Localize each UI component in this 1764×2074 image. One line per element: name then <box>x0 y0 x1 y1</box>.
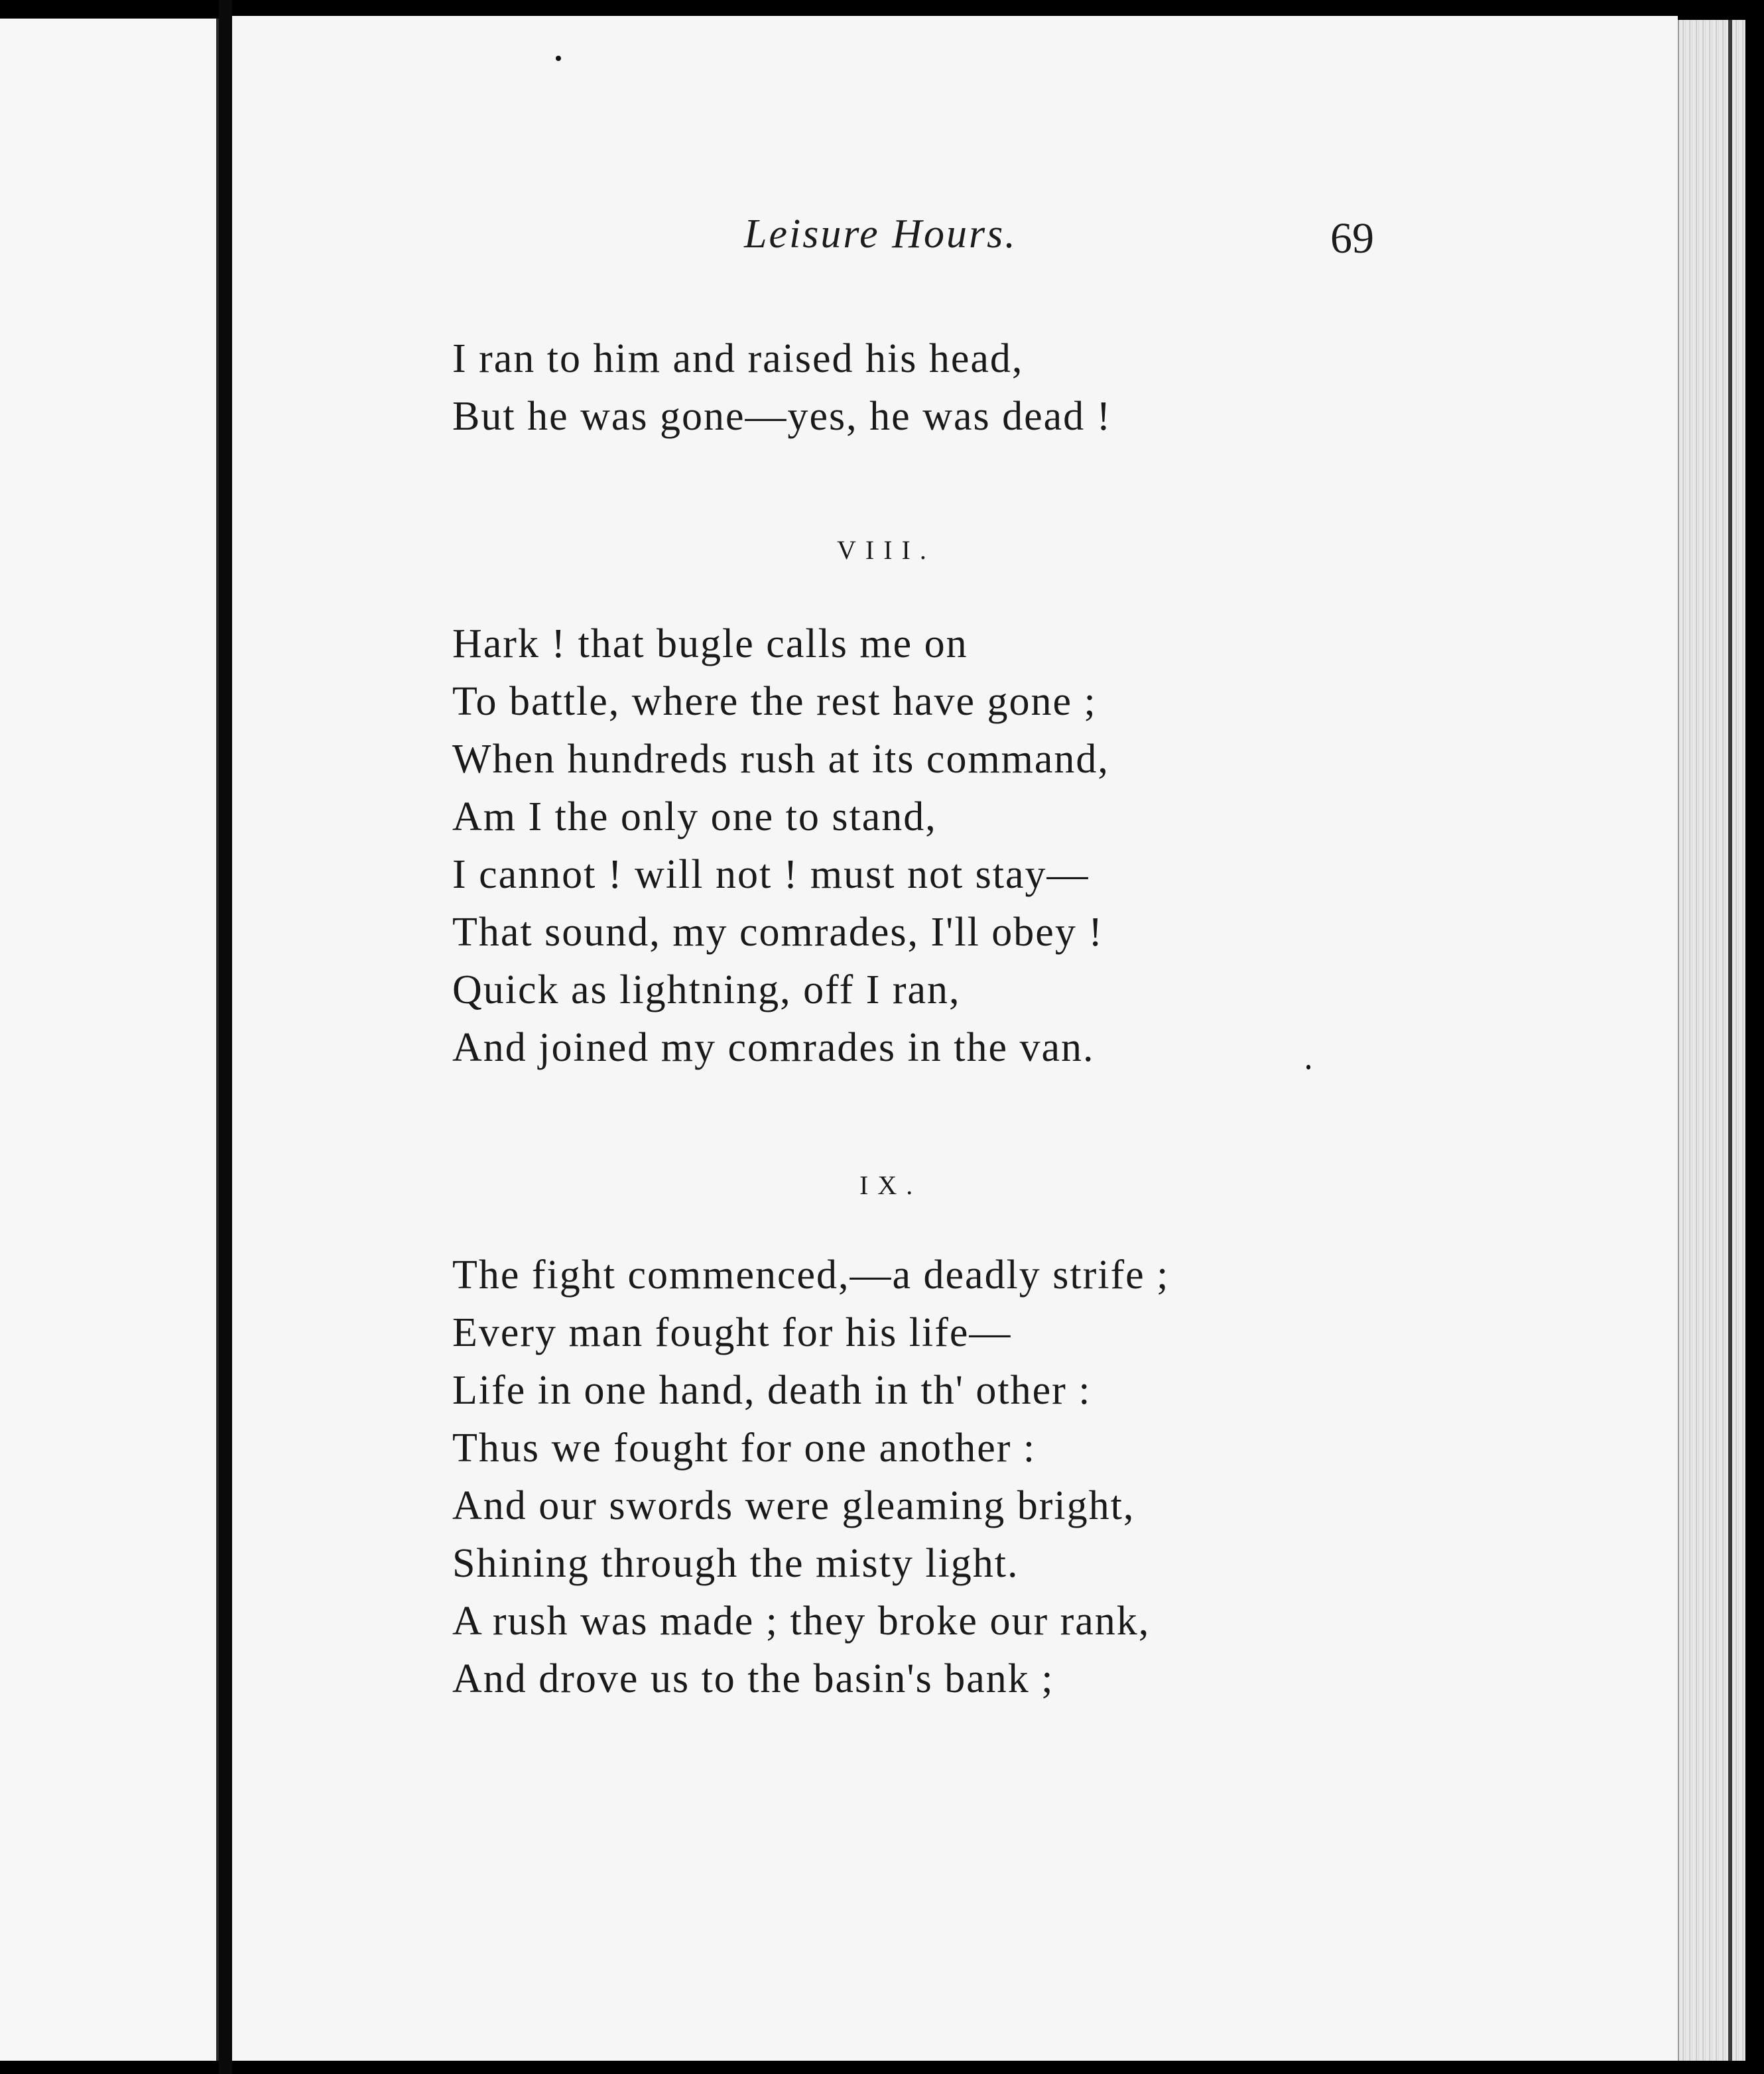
verse-line: Hark ! that bugle calls me on <box>452 621 968 666</box>
ink-speck <box>1306 1065 1310 1069</box>
stanza-ix <box>452 1247 1169 1708</box>
verse-line: But he was gone—yes, he was dead ! <box>452 394 1112 439</box>
running-title: Leisure Hours. <box>744 212 1017 257</box>
verse-line: Every man fought for his life— <box>452 1310 1012 1355</box>
verse-line: Life in one hand, death in th' other : <box>452 1368 1092 1413</box>
verse-line: That sound, my comrades, I'll obey ! <box>452 910 1103 955</box>
verse-line: Thus we fought for one another : <box>452 1426 1037 1471</box>
stanza-numeral-ix: IX. <box>859 1170 922 1200</box>
stanza-1 <box>452 330 1111 446</box>
verse-line: A rush was made ; they broke our rank, <box>452 1599 1151 1644</box>
verse-line: I ran to him and raised his head, <box>452 336 1024 381</box>
verse-line: And drove us to the basin's bank ; <box>452 1656 1054 1701</box>
verse-line: Shining through the misty light. <box>452 1541 1019 1586</box>
verse-line: To battle, where the rest have gone ; <box>452 679 1097 724</box>
verse-line: Am I the only one to stand, <box>452 794 937 839</box>
verse-line: When hundreds rush at its command, <box>452 737 1109 782</box>
stanza-numeral-viii: VIII. <box>837 535 936 565</box>
stanza-viii <box>452 615 1109 1077</box>
book-gutter <box>219 0 232 2074</box>
ink-speck <box>556 56 561 61</box>
page-number: 69 <box>1330 214 1374 263</box>
left-page <box>0 19 219 2061</box>
verse-line: And joined my comrades in the van. <box>452 1025 1095 1070</box>
page-edges <box>1678 20 1745 2061</box>
verse-line: I cannot ! will not ! must not stay— <box>452 852 1090 897</box>
verse-line: And our swords were gleaming bright, <box>452 1483 1135 1528</box>
page-edge-line <box>1728 20 1732 2061</box>
verse-line: Quick as lightning, off I ran, <box>452 967 961 1012</box>
verse-line: The fight commenced,—a deadly strife ; <box>452 1252 1170 1298</box>
